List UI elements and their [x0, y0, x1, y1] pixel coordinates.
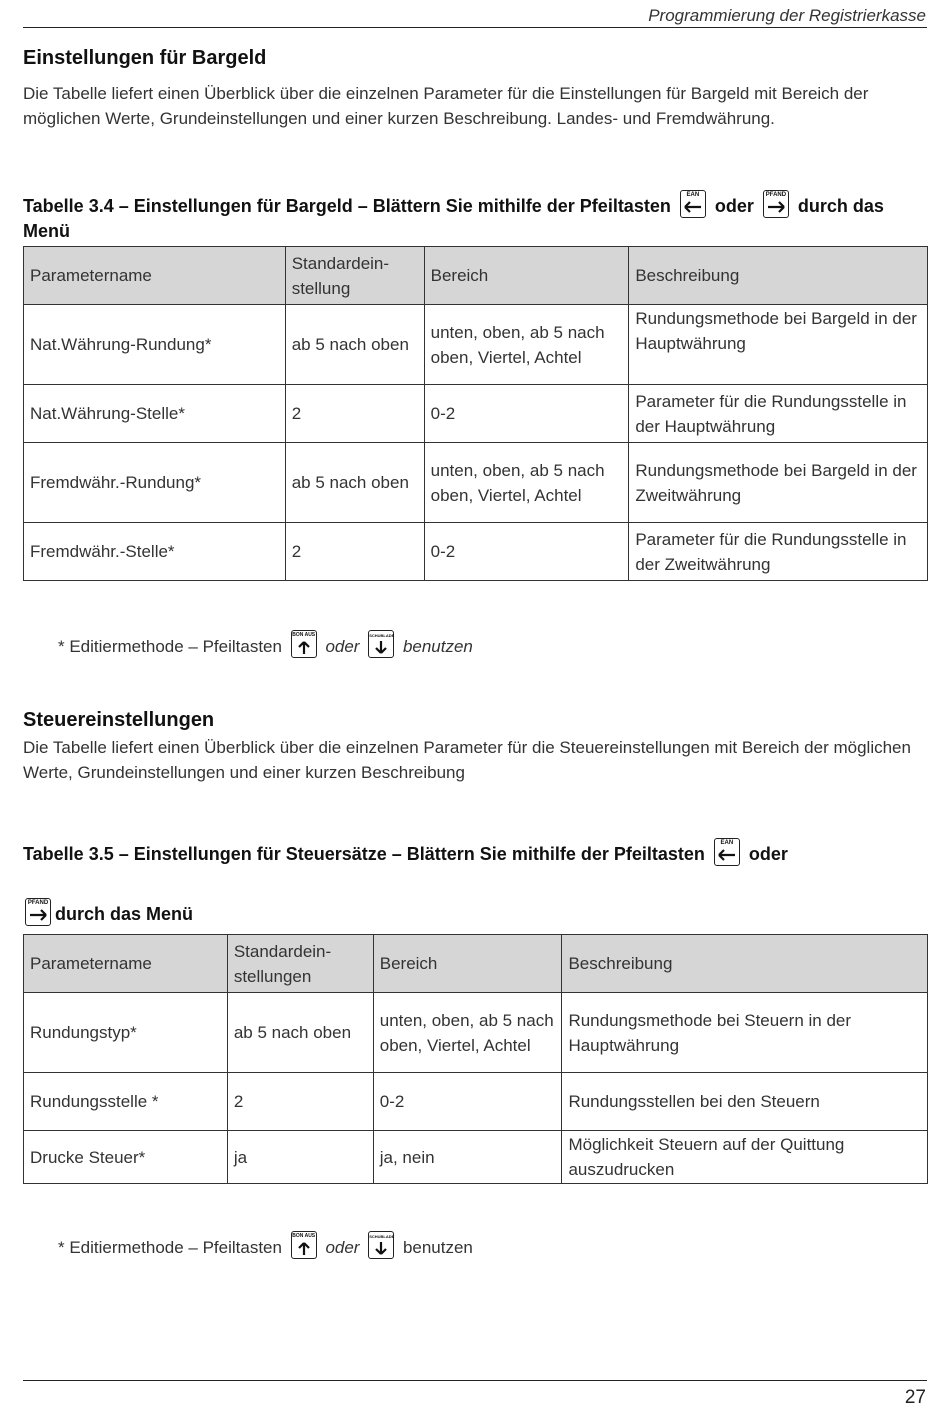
table-row — [24, 385, 928, 443]
table-cell: Nat.Währung-Stelle* — [24, 385, 286, 443]
table-steuer — [23, 934, 928, 1184]
key-label: SCHUBLADE — [369, 1234, 395, 1239]
table-cell: unten, oben, ab 5 nach oben, Viertel, Achtel — [424, 443, 629, 523]
key-label: BON AUS — [292, 632, 316, 638]
footer-rule — [23, 1380, 927, 1381]
table-cell: Parameter für die Rundungsstelle in der Zweitwährung — [629, 523, 928, 581]
table-cell: Rundungsstellen bei den Steuern — [562, 1073, 928, 1131]
header-cell: Bereich — [373, 935, 562, 993]
caption-text: Tabelle 3.5 – Einstellungen für Steuersätze – Blättern Sie mithilfe der Pfeiltasten — [23, 844, 705, 864]
table-cell: Möglichkeit Steuern auf der Quittung auszudrucken — [562, 1131, 928, 1184]
key-label: EAN — [686, 192, 700, 198]
table-cell: unten, oben, ab 5 nach oben, Viertel, Achtel — [373, 993, 562, 1073]
table-cell: ab 5 nach oben — [227, 993, 373, 1073]
key-label: BON AUS — [292, 1233, 316, 1239]
table-cell: 0-2 — [424, 523, 629, 581]
caption-oder: oder — [714, 196, 754, 216]
table-caption-3-5 — [23, 838, 928, 867]
header-cell: Standardein-stellung — [285, 247, 424, 305]
table-cell: Rundungsstelle * — [24, 1073, 228, 1131]
header-cell: Beschreibung — [562, 935, 928, 993]
header-cell: Standardein-stellungen — [227, 935, 373, 993]
table-cell: Rundungsmethode bei Bargeld in der Hauptwährung — [629, 305, 928, 385]
table-bargeld — [23, 246, 928, 581]
table-cell: Rundungstyp* — [24, 993, 228, 1073]
header-rule — [23, 27, 927, 28]
page-number: 27 — [904, 1387, 926, 1408]
table-cell: Nat.Währung-Rundung* — [24, 305, 286, 385]
bon-aus-up-arrow-key-icon — [291, 1231, 317, 1259]
caption-text-end: durch das Menü — [23, 196, 884, 241]
table-cell: ab 5 nach oben — [285, 443, 424, 523]
key-label: PFAND — [765, 192, 787, 198]
table-cell: unten, oben, ab 5 nach oben, Viertel, Achtel — [424, 305, 629, 385]
table-cell: Fremdwähr.-Rundung* — [24, 443, 286, 523]
bon-aus-up-arrow-key-icon — [291, 630, 317, 658]
header-cell: Bereich — [424, 247, 629, 305]
section-intro-bargeld: Die Tabelle liefert einen Überblick über die einzelnen Parameter für die Einstellungen für Bargeld mit Bereich der möglichen Werte, Grundeinstellungen und einer kurzen Beschreibung. Landes- und Fremdwährung. — [23, 84, 869, 128]
table-row — [24, 305, 928, 385]
section-heading-bargeld: Einstellungen für Bargeld — [23, 47, 267, 69]
table-row — [24, 443, 928, 523]
table-header-row — [24, 935, 928, 993]
table-cell: 0-2 — [424, 385, 629, 443]
pfand-right-arrow-key-icon — [763, 190, 789, 218]
ean-left-arrow-key-icon — [714, 838, 740, 866]
edit-method-note-1 — [58, 630, 473, 658]
header-cell: Parametername — [24, 935, 228, 993]
table-cell: Rundungsmethode bei Steuern in der Hauptwährung — [562, 993, 928, 1073]
key-label: EAN — [720, 840, 734, 846]
table-row — [24, 523, 928, 581]
header-cell: Beschreibung — [629, 247, 928, 305]
table-cell: ja, nein — [373, 1131, 562, 1184]
schublade-down-arrow-key-icon — [368, 630, 394, 658]
key-label: PFAND — [27, 900, 49, 906]
note-text: * Editiermethode – Pfeiltasten — [58, 637, 282, 656]
table-cell: Drucke Steuer* — [24, 1131, 228, 1184]
table-cell: ab 5 nach oben — [285, 305, 424, 385]
key-label: SCHUBLADE — [369, 633, 395, 638]
table-caption-3-5-line2 — [25, 898, 930, 927]
caption-oder: oder — [748, 844, 788, 864]
table-row — [24, 993, 928, 1073]
table-row — [24, 1131, 928, 1184]
table-row — [24, 1073, 928, 1131]
caption-text: Tabelle 3.4 – Einstellungen für Bargeld – Blättern Sie mithilfe der Pfeiltasten — [23, 196, 671, 216]
edit-method-note-2 — [58, 1231, 473, 1259]
note-suffix: benutzen — [402, 1238, 473, 1257]
header-cell: Parametername — [24, 247, 286, 305]
table-caption-3-4 — [23, 190, 928, 244]
note-oder: oder — [325, 637, 360, 656]
section-heading-steuer: Steuereinstellungen — [23, 709, 215, 731]
table-cell: Parameter für die Rundungsstelle in der Hauptwährung — [629, 385, 928, 443]
table-cell: Fremdwähr.-Stelle* — [24, 523, 286, 581]
note-text: * Editiermethode – Pfeiltasten — [58, 1238, 282, 1257]
pfand-right-arrow-key-icon — [25, 898, 51, 926]
table-cell: 2 — [285, 523, 424, 581]
table-cell: Rundungsmethode bei Bargeld in der Zweitwährung — [629, 443, 928, 523]
table-cell: 2 — [227, 1073, 373, 1131]
table-header-row — [24, 247, 928, 305]
caption-text-end: durch das Menü — [55, 904, 194, 924]
table-cell: 0-2 — [373, 1073, 562, 1131]
page-header-title: Programmierung der Registrierkasse — [648, 6, 926, 25]
table-cell: 2 — [285, 385, 424, 443]
table-cell: ja — [227, 1131, 373, 1184]
note-suffix: benutzen — [402, 637, 473, 656]
schublade-down-arrow-key-icon — [368, 1231, 394, 1259]
note-oder: oder — [325, 1238, 360, 1257]
section-intro-steuer: Die Tabelle liefert einen Überblick über die einzelnen Parameter für die Steuereinstellungen mit Bereich der möglichen Werte, Grundeinstellungen und einer kurzen Beschreibung — [23, 738, 911, 782]
ean-left-arrow-key-icon — [680, 190, 706, 218]
